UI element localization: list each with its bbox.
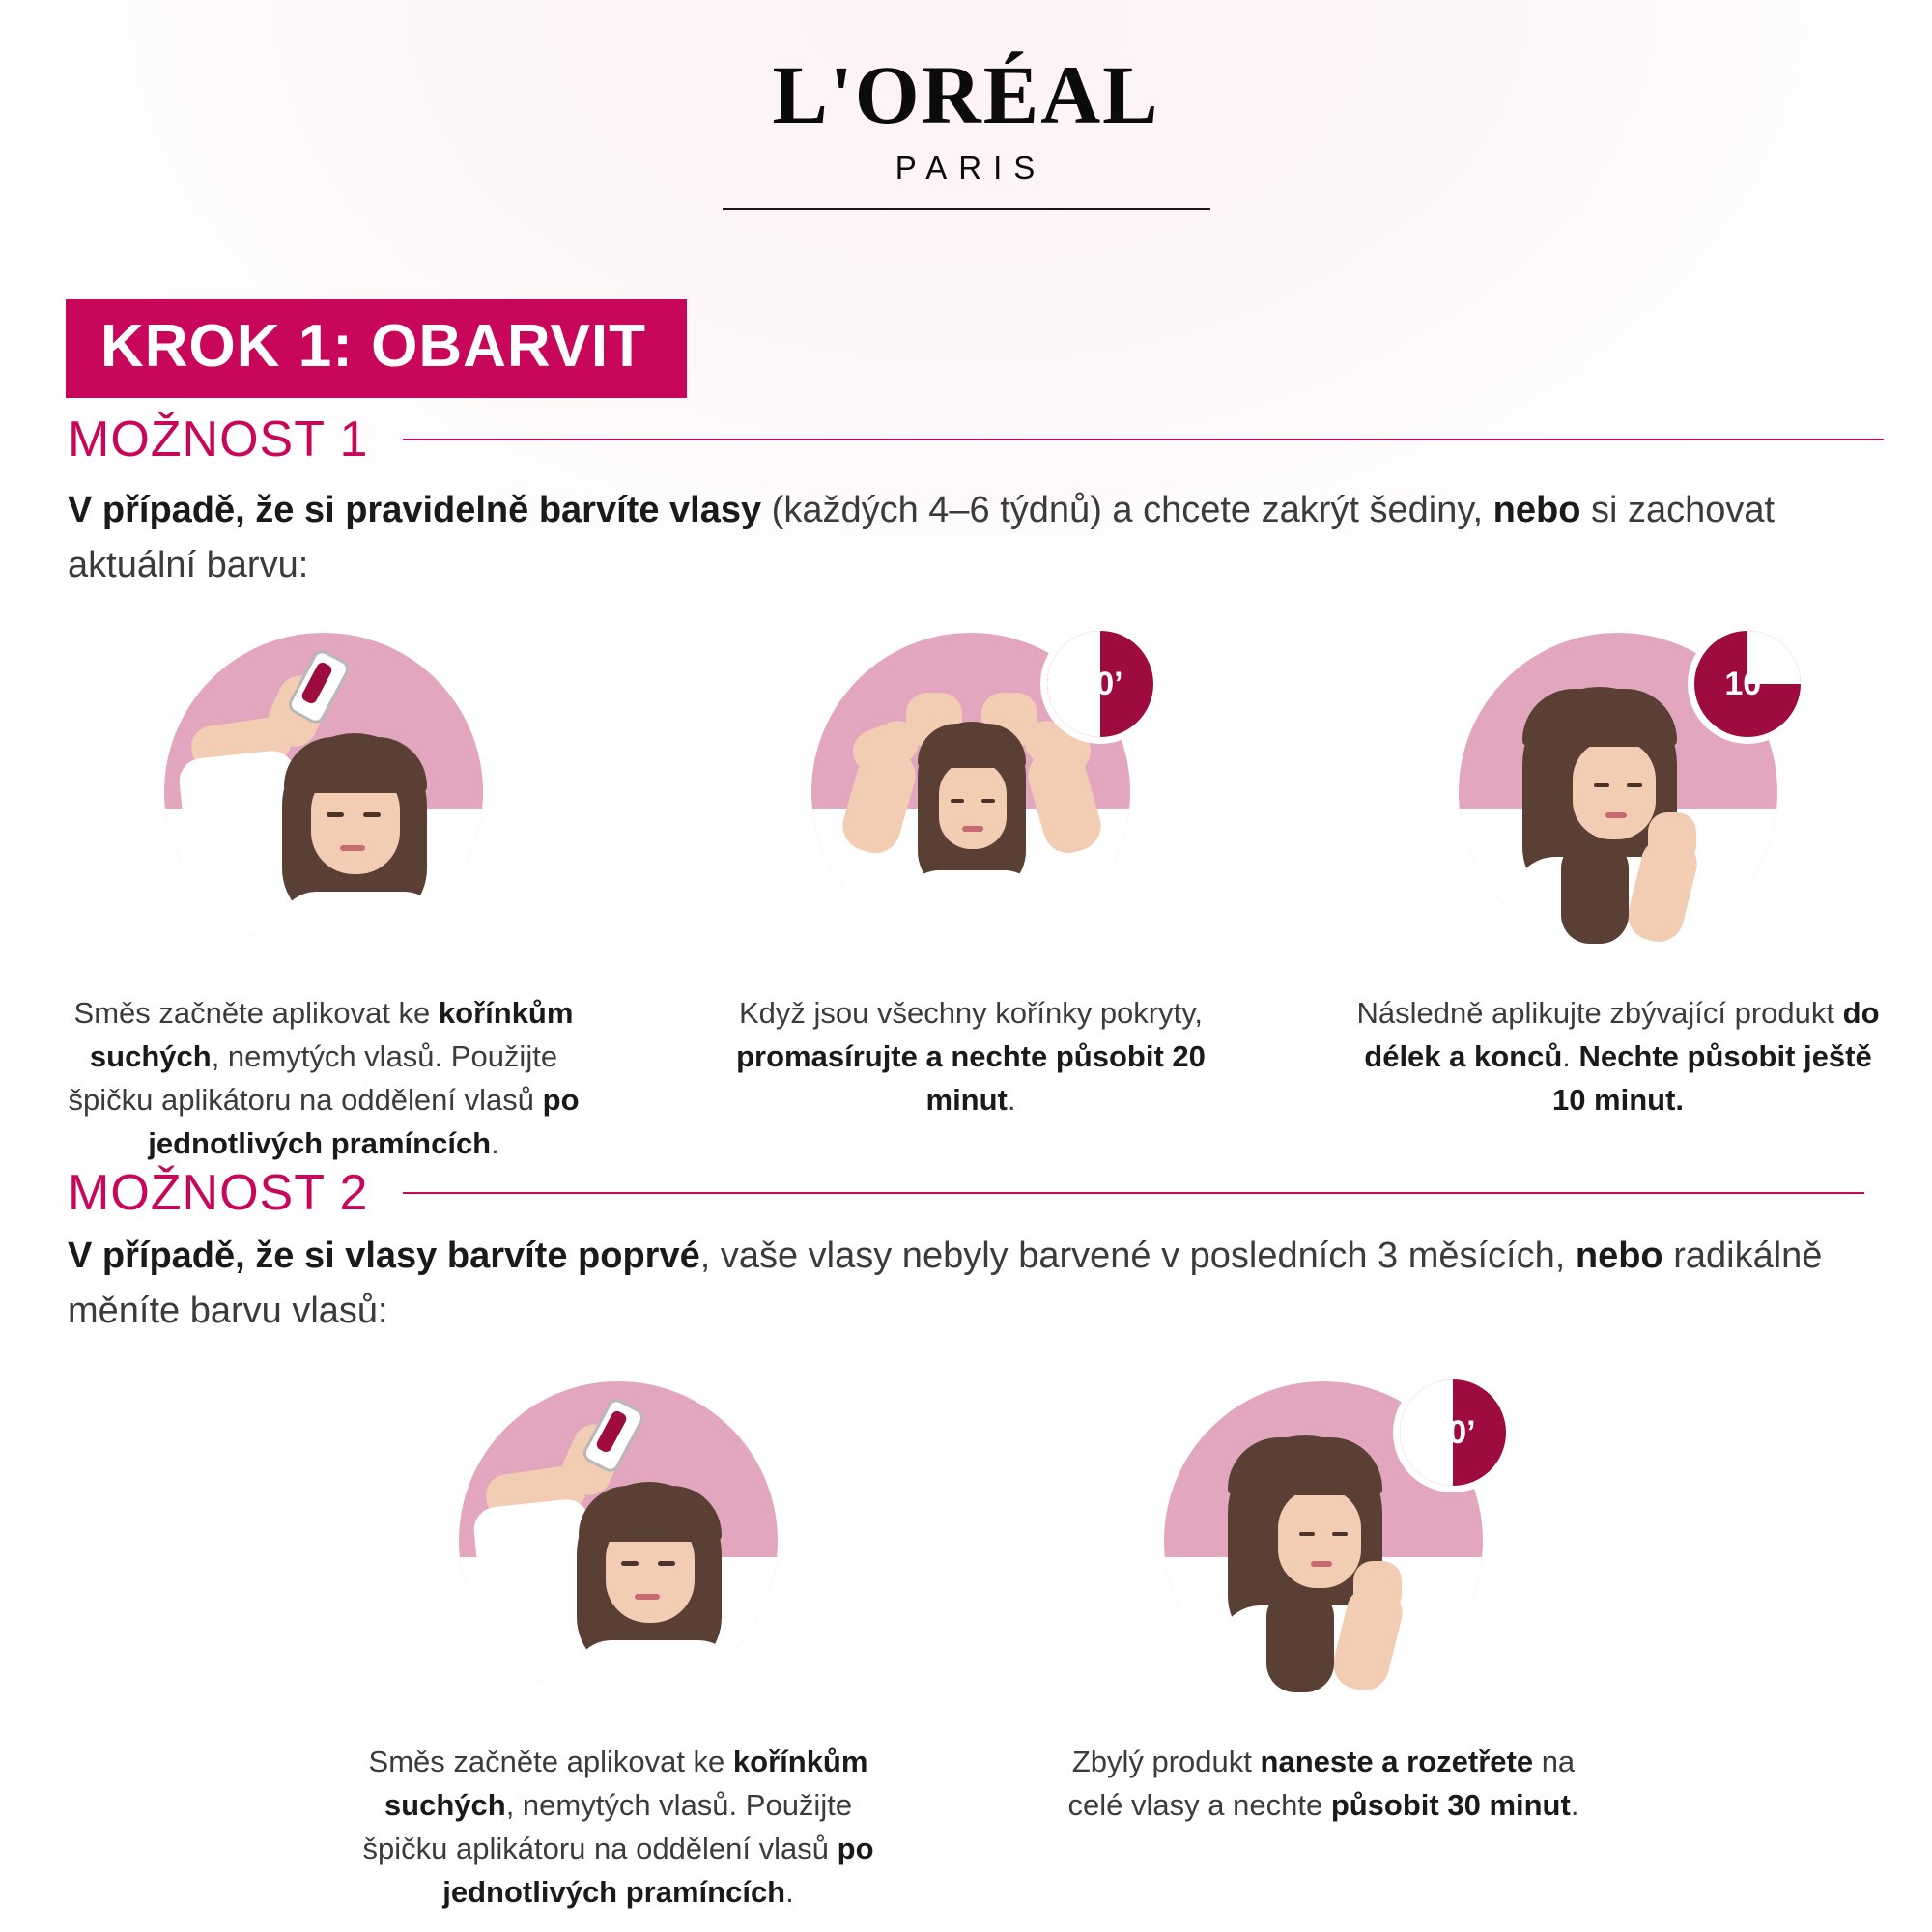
option-1-step-1-illustration <box>164 633 483 952</box>
caption-emphasis: Nechte působit ještě 10 minut. <box>1551 1038 1872 1117</box>
caption-emphasis: promasírujte a nechte působit 20 minut <box>736 1038 1206 1117</box>
caption-text: . <box>1007 1082 1016 1117</box>
caption-text: Směs začněte aplikovat ke <box>73 996 439 1030</box>
eye-right <box>1332 1532 1348 1536</box>
eye-right <box>981 799 995 803</box>
hand-shape <box>1648 812 1696 865</box>
caption-text: . <box>1570 1787 1579 1822</box>
face-shape <box>939 760 1007 849</box>
option-1-label: MOŽNOST 1 <box>68 412 369 468</box>
option-1-intro-tail: si zachovat aktuální barvu: <box>68 490 1776 585</box>
brand-logo-name: L'ORÉAL <box>772 48 1160 141</box>
illustration-circle <box>459 1381 778 1700</box>
caption-text: . <box>785 1874 794 1909</box>
mouth <box>1311 1561 1332 1567</box>
option-1-step-2 <box>686 633 1256 1166</box>
caption-text: Směs začněte aplikovat ke <box>368 1745 733 1778</box>
option-1-steps <box>39 633 1903 1166</box>
hair-top-shape <box>579 1486 722 1542</box>
timer-label: 10’ <box>1724 665 1771 702</box>
hair-top-shape <box>284 737 427 793</box>
timer-clock-icon <box>1396 1376 1510 1490</box>
timer-label: 30’ <box>1430 1413 1476 1451</box>
option-2-intro-tail: radikálně měníte barvu vlasů: <box>68 1236 1823 1331</box>
option-2-step-1-caption <box>348 1741 889 1915</box>
eye-left <box>1594 783 1609 787</box>
timer-clock-icon <box>1690 627 1804 741</box>
face-shape <box>1278 1488 1361 1588</box>
caption-text: . <box>1562 1038 1579 1073</box>
brand-logo <box>715 48 1217 210</box>
caption-emphasis: do délek a konců <box>1364 996 1880 1073</box>
caption-emphasis: po jednotlivých pramíncích <box>442 1831 874 1909</box>
hair-top-shape <box>1522 689 1677 747</box>
caption-text: Zbylý produkt <box>1071 1745 1261 1778</box>
option-1-intro <box>68 483 1874 593</box>
option-1-heading <box>68 411 1884 469</box>
option-2-heading <box>68 1164 1864 1222</box>
option-2-steps <box>319 1381 1623 1915</box>
option-2-label: MOŽNOST 2 <box>68 1165 369 1221</box>
hair-top-shape <box>1228 1437 1382 1495</box>
brand-logo-subtitle: PARIS <box>895 150 1047 185</box>
option-2-step-2 <box>1024 1381 1623 1915</box>
option-2-step-1-illustration <box>459 1381 778 1700</box>
caption-emphasis: po jednotlivých pramíncích <box>148 1082 580 1160</box>
caption-emphasis: naneste a rozetřete <box>1260 1745 1534 1778</box>
eye-left <box>1299 1532 1315 1536</box>
hair-strand <box>1561 839 1629 944</box>
option-2-rule <box>403 1192 1864 1194</box>
option-2-intro-bold-1: V případě, že si vlasy barvíte poprvé <box>68 1236 700 1276</box>
mouth <box>962 826 983 832</box>
shirt-shape <box>573 1640 737 1700</box>
option-1-intro-bold-1: V případě, že si pravidelně barvíte vlasy <box>68 490 762 530</box>
mouth <box>635 1594 660 1600</box>
mouth <box>1605 812 1627 818</box>
option-2-intro-mid: , vaše vlasy nebyly barvené v posledních 3 měsících, <box>699 1236 1576 1276</box>
logo-divider <box>723 208 1210 210</box>
option-1-step-3-illustration <box>1459 633 1777 952</box>
eye-right <box>1627 783 1642 787</box>
option-1-step-3-caption <box>1348 992 1889 1122</box>
eye-left <box>951 799 964 803</box>
caption-text: , nemytých vlasů. Použijte špičku aplikátoru na oddělení vlasů <box>68 1038 558 1117</box>
caption-text: , nemytých vlasů. Použijte špičku aplikátoru na oddělení vlasů <box>362 1787 853 1865</box>
eye-right <box>363 812 381 817</box>
eye-right <box>658 1561 675 1566</box>
caption-emphasis: kořínkům suchých <box>89 996 574 1073</box>
eye-left <box>327 812 344 817</box>
hair-strand <box>1266 1588 1334 1692</box>
shirt-shape <box>278 892 442 952</box>
caption-text: . <box>491 1125 499 1160</box>
timer-clock-icon <box>1043 627 1157 741</box>
option-2-step-2-illustration <box>1164 1381 1483 1700</box>
option-1-step-2-illustration <box>811 633 1130 952</box>
option-1-step-3 <box>1333 633 1903 1166</box>
caption-text: Následně aplikujte zbývající produkt <box>1356 996 1843 1030</box>
shirt-shape <box>904 870 1039 952</box>
option-1-intro-mid: (každých 4–6 týdnů) a chcete zakrýt šediny, <box>761 490 1493 530</box>
option-1-rule <box>403 439 1884 440</box>
eye-left <box>621 1561 639 1566</box>
caption-emphasis: působit 30 minut <box>1330 1787 1571 1822</box>
option-2-intro-bold-2: nebo <box>1575 1236 1663 1276</box>
step-banner: KROK 1: OBARVIT <box>66 299 687 398</box>
option-2-intro <box>68 1229 1845 1339</box>
hand-shape <box>1353 1561 1402 1613</box>
option-1-step-2-caption <box>700 992 1241 1122</box>
hair-top-shape <box>918 724 1026 768</box>
face-shape <box>1573 739 1656 839</box>
option-1-step-1 <box>39 633 609 1166</box>
option-2-step-2-caption <box>1053 1741 1594 1828</box>
option-1-intro-bold-2: nebo <box>1492 490 1581 530</box>
timer-label: 20’ <box>1077 665 1123 702</box>
option-2-step-1 <box>319 1381 918 1915</box>
mouth <box>340 845 365 851</box>
caption-emphasis: kořínkům suchých <box>384 1745 868 1822</box>
caption-text: na celé vlasy a nechte <box>1067 1745 1576 1822</box>
caption-text: Když jsou všechny kořínky pokryty, <box>738 996 1204 1030</box>
illustration-circle <box>164 633 483 952</box>
option-1-step-1-caption <box>53 992 594 1166</box>
